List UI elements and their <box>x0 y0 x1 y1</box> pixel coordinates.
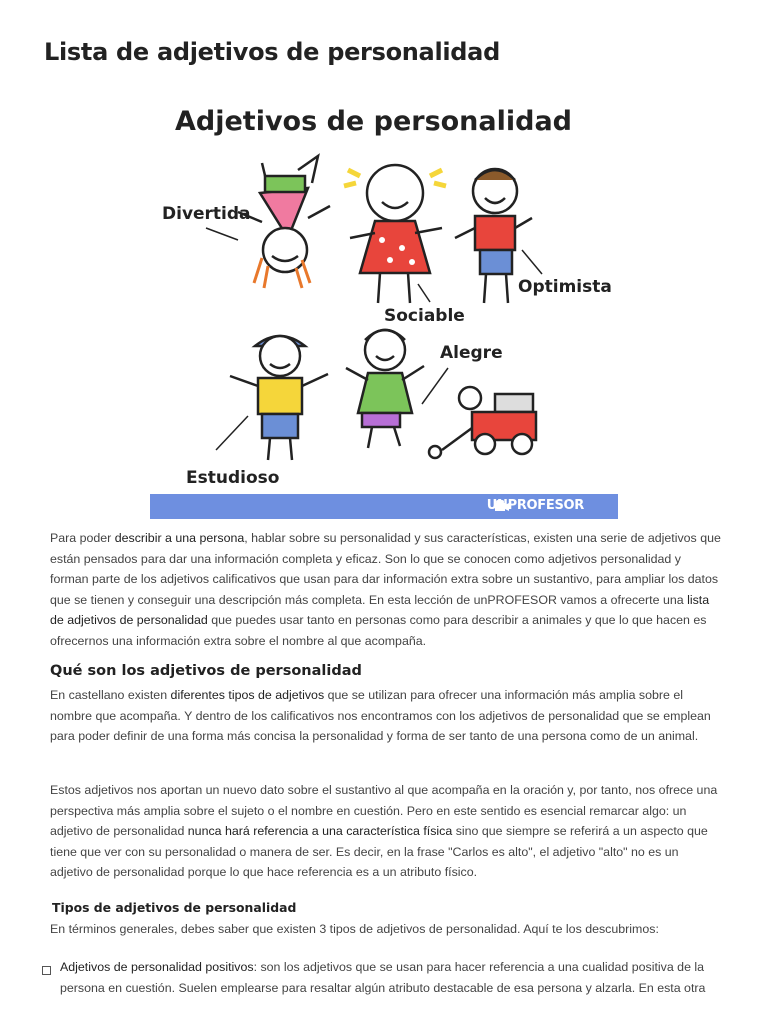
cartoon-drawing <box>150 88 618 494</box>
sociable-arrow <box>418 284 430 302</box>
illustration-heading: Adjetivos de personalidad <box>175 106 573 137</box>
intro-text-2: , hablar sobre su personalidad y sus características, existen una serie de adjetivos que están pensados para dar una información completa y eficaz. Son lo que se conocen como adjetivos personalidad y forman parte de los adjetivos calificativos que usan para dar información extra sobre un sustantivo, para ampliar los datos que se tienen y conseguir una descripción más completa. En esta lección de unPROFESOR vamos a ofrecerte una <box>50 531 721 607</box>
section1-paragraph-1 <box>50 685 722 747</box>
girl-upside-down-figure <box>238 156 330 288</box>
section-heading-que-son: Qué son los adjetivos de personalidad <box>50 663 362 679</box>
personality-illustration <box>150 88 618 520</box>
label-sociable: Sociable <box>384 306 465 326</box>
label-optimista: Optimista <box>518 277 612 297</box>
girl-alegre-figure <box>346 330 424 448</box>
list-bullet-icon <box>42 966 51 975</box>
label-divertida: Divertida <box>162 204 251 224</box>
section1-paragraph-2 <box>50 780 722 883</box>
divertida-arrow <box>206 228 238 240</box>
s1p2-text-1: Estos adjetivos nos aportan un nuevo dato sobre el sustantivo al que acompaña en la oración y, por tanto, nos ofrece una perspectiva más amplia sobre el sujeto o el nombre en cuestión. Pero en este sentido es esencial remarcar algo: un adjetivo de personalidad <box>50 783 718 838</box>
alegre-arrow <box>422 368 448 404</box>
girl-sociable-figure <box>344 165 446 303</box>
link-lista-adjetivos[interactable]: lista de adjetivos de personalidad <box>50 592 710 627</box>
label-alegre: Alegre <box>440 343 503 363</box>
page-title: Lista de adjetivos de personalidad <box>44 38 500 66</box>
label-estudioso: Estudioso <box>186 468 280 488</box>
s1p2-text-2: sino que siempre se referirá a un aspecto que tiene que ver con su personalidad o manera de ser. Es decir, en la frase "Carlos es alto", el adjetivo "alto" no es un adjetivo de personalidad porque lo que hace referencia es a un atributo físico. <box>50 824 708 879</box>
brand-banner <box>150 494 618 519</box>
section-heading-tipos: Tipos de adjetivos de personalidad <box>52 900 297 915</box>
link-tipos-adjetivos[interactable]: diferentes tipos de adjetivos <box>170 688 325 702</box>
link-describir-persona[interactable]: describir a una persona <box>114 531 245 545</box>
s1p1-text-1: En castellano existen <box>50 688 171 702</box>
intro-text-3: que puedes usar tanto en personas como para describir a animales y que lo que hacen es ofrecernos una información extra sobre el nombre al que acompaña. <box>50 613 707 648</box>
dog-in-cart <box>429 387 536 458</box>
intro-paragraph <box>50 528 722 651</box>
optimista-arrow <box>522 250 542 274</box>
list-item-text: : son los adjetivos que se usan para hacer referencia a una cualidad positiva de la persona en cuestión. Suelen emplearse para resaltar algún atributo destacable de esa persona y alzarla. En esta otra <box>60 960 706 995</box>
section2-intro: En términos generales, debes saber que existen 3 tipos de adjetivos de personalidad. Aquí te los descubrimos: <box>50 922 659 936</box>
link-adjetivos-positivos[interactable]: Adjetivos de personalidad positivos <box>60 960 254 974</box>
intro-text-1: Para poder <box>50 531 115 545</box>
brand-logo-text: UNPROFESOR <box>486 498 584 513</box>
list-item-positivos <box>60 957 720 998</box>
boy-estudioso-figure <box>230 336 328 460</box>
estudioso-arrow <box>216 416 248 450</box>
link-caracteristica-fisica[interactable]: nunca hará referencia a una característica física <box>187 824 453 838</box>
s1p1-text-2: que se utilizan para ofrecer una información más amplia sobre el nombre que acompaña. Y dentro de los calificativos nos encontramos con los adjetivos de personalidad que se emplean para poder definir de una forma más concisa la personalidad y forma de ser tanto de una persona como de un animal. <box>50 688 711 743</box>
